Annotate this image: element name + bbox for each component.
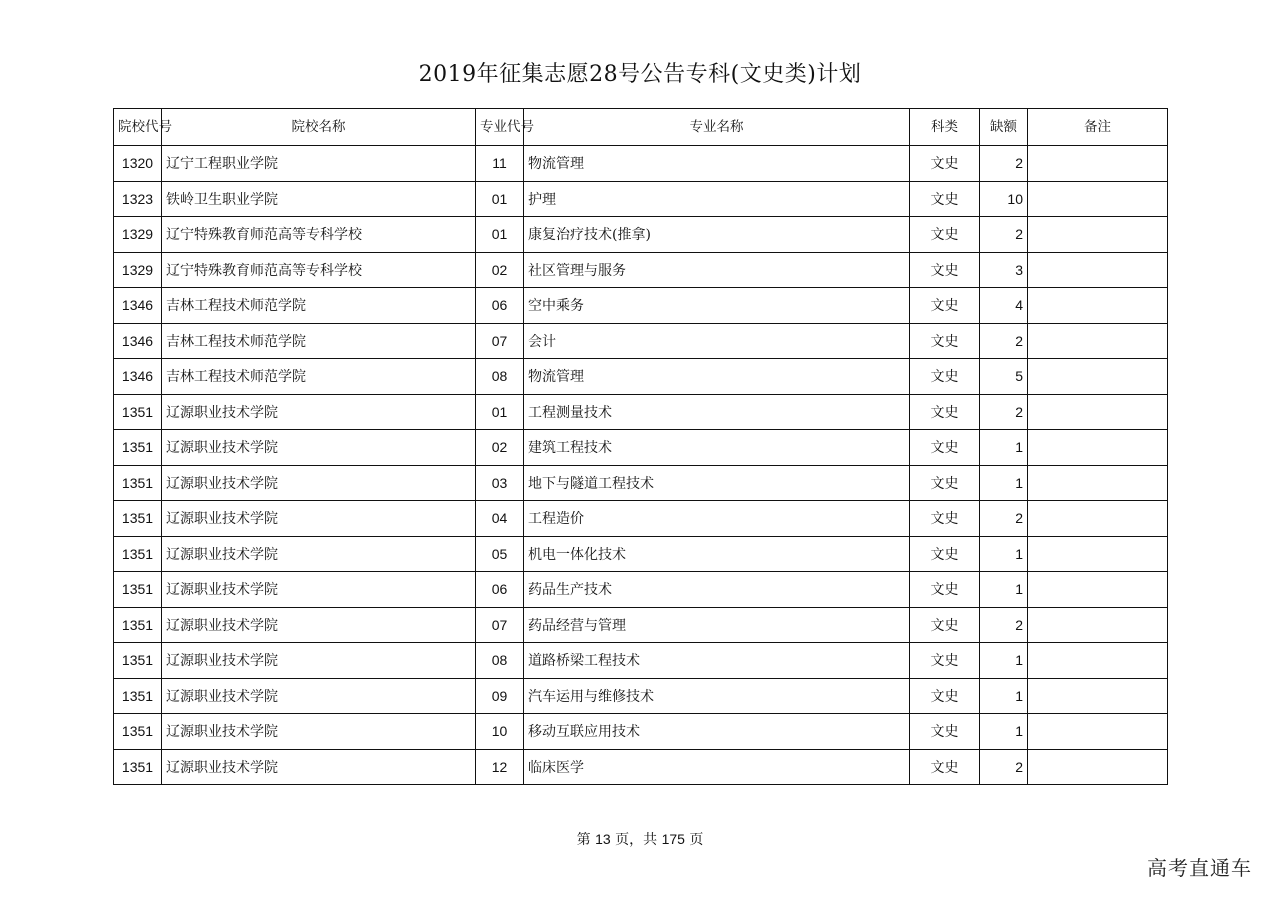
table-row <box>114 643 1168 679</box>
cell-major-name: 建筑工程技术 <box>524 430 910 466</box>
cell-major-code: 02 <box>476 430 524 466</box>
cell-remark <box>1028 359 1168 395</box>
cell-remark <box>1028 146 1168 182</box>
cell-vacancy: 1 <box>980 572 1028 608</box>
cell-category: 文史 <box>910 643 980 679</box>
cell-remark <box>1028 643 1168 679</box>
footer-total-pages: 175 <box>661 831 685 847</box>
cell-school-code: 1329 <box>114 252 162 288</box>
table-body <box>114 146 1168 785</box>
header-major-code: 专业代号 <box>476 109 524 146</box>
cell-major-code: 11 <box>476 146 524 182</box>
cell-remark <box>1028 252 1168 288</box>
table-row <box>114 430 1168 466</box>
cell-school-code: 1346 <box>114 288 162 324</box>
cell-major-code: 08 <box>476 359 524 395</box>
cell-category: 文史 <box>910 146 980 182</box>
cell-major-code: 09 <box>476 678 524 714</box>
cell-major-code: 07 <box>476 323 524 359</box>
cell-school-name: 辽源职业技术学院 <box>162 572 476 608</box>
cell-major-code: 07 <box>476 607 524 643</box>
page-footer <box>0 829 1280 849</box>
cell-remark <box>1028 288 1168 324</box>
cell-major-name: 护理 <box>524 181 910 217</box>
cell-major-code: 08 <box>476 643 524 679</box>
cell-school-name: 辽宁特殊教育师范高等专科学校 <box>162 217 476 253</box>
cell-school-name: 辽源职业技术学院 <box>162 714 476 750</box>
table-header-row <box>114 109 1168 146</box>
cell-school-name: 辽源职业技术学院 <box>162 394 476 430</box>
header-category: 科类 <box>910 109 980 146</box>
cell-major-code: 03 <box>476 465 524 501</box>
table-row <box>114 572 1168 608</box>
cell-vacancy: 1 <box>980 536 1028 572</box>
cell-school-name: 辽源职业技术学院 <box>162 536 476 572</box>
cell-vacancy: 2 <box>980 394 1028 430</box>
table-row <box>114 217 1168 253</box>
cell-category: 文史 <box>910 607 980 643</box>
cell-major-code: 06 <box>476 572 524 608</box>
cell-remark <box>1028 394 1168 430</box>
header-vacancy: 缺额 <box>980 109 1028 146</box>
cell-vacancy: 2 <box>980 217 1028 253</box>
header-remark: 备注 <box>1028 109 1168 146</box>
cell-category: 文史 <box>910 394 980 430</box>
cell-major-code: 01 <box>476 394 524 430</box>
cell-school-code: 1351 <box>114 714 162 750</box>
cell-major-name: 药品生产技术 <box>524 572 910 608</box>
cell-school-name: 辽宁特殊教育师范高等专科学校 <box>162 252 476 288</box>
watermark-text: 高考直通车 <box>1147 856 1252 880</box>
cell-major-name: 汽车运用与维修技术 <box>524 678 910 714</box>
cell-category: 文史 <box>910 749 980 785</box>
cell-category: 文史 <box>910 536 980 572</box>
cell-school-name: 吉林工程技术师范学院 <box>162 359 476 395</box>
cell-major-code: 05 <box>476 536 524 572</box>
cell-major-code: 10 <box>476 714 524 750</box>
cell-category: 文史 <box>910 430 980 466</box>
cell-remark <box>1028 536 1168 572</box>
cell-school-code: 1351 <box>114 678 162 714</box>
footer-page-number: 13 <box>595 831 611 847</box>
cell-major-name: 物流管理 <box>524 359 910 395</box>
cell-school-code: 1351 <box>114 536 162 572</box>
cell-major-code: 01 <box>476 217 524 253</box>
cell-school-code: 1351 <box>114 572 162 608</box>
cell-school-code: 1351 <box>114 607 162 643</box>
table-row <box>114 536 1168 572</box>
footer-middle: 页，共 <box>615 832 658 848</box>
cell-major-name: 地下与隧道工程技术 <box>524 465 910 501</box>
cell-category: 文史 <box>910 501 980 537</box>
cell-vacancy: 1 <box>980 430 1028 466</box>
header-school-code: 院校代号 <box>114 109 162 146</box>
header-school-name: 院校名称 <box>162 109 476 146</box>
cell-vacancy: 2 <box>980 607 1028 643</box>
cell-vacancy: 1 <box>980 465 1028 501</box>
cell-major-name: 道路桥梁工程技术 <box>524 643 910 679</box>
cell-school-code: 1351 <box>114 501 162 537</box>
cell-remark <box>1028 430 1168 466</box>
cell-school-name: 吉林工程技术师范学院 <box>162 323 476 359</box>
cell-vacancy: 2 <box>980 146 1028 182</box>
cell-major-code: 12 <box>476 749 524 785</box>
cell-remark <box>1028 714 1168 750</box>
cell-category: 文史 <box>910 323 980 359</box>
cell-school-name: 铁岭卫生职业学院 <box>162 181 476 217</box>
cell-major-name: 移动互联应用技术 <box>524 714 910 750</box>
cell-remark <box>1028 323 1168 359</box>
cell-category: 文史 <box>910 714 980 750</box>
cell-remark <box>1028 465 1168 501</box>
cell-remark <box>1028 749 1168 785</box>
table-row <box>114 288 1168 324</box>
table-row <box>114 359 1168 395</box>
cell-school-code: 1323 <box>114 181 162 217</box>
cell-major-name: 空中乘务 <box>524 288 910 324</box>
cell-major-name: 机电一体化技术 <box>524 536 910 572</box>
table-row <box>114 607 1168 643</box>
cell-remark <box>1028 501 1168 537</box>
cell-major-code: 01 <box>476 181 524 217</box>
cell-vacancy: 1 <box>980 678 1028 714</box>
header-major-name: 专业名称 <box>524 109 910 146</box>
table-row <box>114 714 1168 750</box>
cell-school-code: 1346 <box>114 359 162 395</box>
table-row <box>114 678 1168 714</box>
cell-vacancy: 5 <box>980 359 1028 395</box>
cell-major-name: 工程测量技术 <box>524 394 910 430</box>
cell-school-name: 辽源职业技术学院 <box>162 643 476 679</box>
cell-school-code: 1351 <box>114 465 162 501</box>
cell-category: 文史 <box>910 181 980 217</box>
cell-school-code: 1329 <box>114 217 162 253</box>
cell-remark <box>1028 572 1168 608</box>
cell-vacancy: 1 <box>980 714 1028 750</box>
table-row <box>114 465 1168 501</box>
cell-category: 文史 <box>910 217 980 253</box>
cell-category: 文史 <box>910 252 980 288</box>
cell-school-name: 辽宁工程职业学院 <box>162 146 476 182</box>
cell-school-code: 1351 <box>114 430 162 466</box>
cell-school-code: 1320 <box>114 146 162 182</box>
cell-major-name: 社区管理与服务 <box>524 252 910 288</box>
footer-suffix: 页 <box>689 832 704 848</box>
cell-school-name: 辽源职业技术学院 <box>162 607 476 643</box>
cell-major-name: 会计 <box>524 323 910 359</box>
cell-school-name: 吉林工程技术师范学院 <box>162 288 476 324</box>
cell-major-name: 康复治疗技术(推拿) <box>524 217 910 253</box>
cell-school-name: 辽源职业技术学院 <box>162 430 476 466</box>
cell-major-name: 临床医学 <box>524 749 910 785</box>
cell-remark <box>1028 217 1168 253</box>
cell-vacancy: 2 <box>980 749 1028 785</box>
cell-major-name: 物流管理 <box>524 146 910 182</box>
cell-vacancy: 1 <box>980 643 1028 679</box>
cell-major-name: 工程造价 <box>524 501 910 537</box>
cell-school-code: 1351 <box>114 749 162 785</box>
page-title: 2019年征集志愿28号公告专科(文史类)计划 <box>418 62 862 87</box>
table-row <box>114 323 1168 359</box>
cell-vacancy: 2 <box>980 323 1028 359</box>
table-row <box>114 252 1168 288</box>
cell-school-name: 辽源职业技术学院 <box>162 465 476 501</box>
cell-vacancy: 2 <box>980 501 1028 537</box>
cell-major-code: 06 <box>476 288 524 324</box>
plan-table <box>113 108 1168 785</box>
cell-vacancy: 4 <box>980 288 1028 324</box>
cell-major-code: 04 <box>476 501 524 537</box>
cell-school-code: 1351 <box>114 643 162 679</box>
cell-school-name: 辽源职业技术学院 <box>162 749 476 785</box>
table-row <box>114 501 1168 537</box>
cell-vacancy: 3 <box>980 252 1028 288</box>
cell-vacancy: 10 <box>980 181 1028 217</box>
table-row <box>114 181 1168 217</box>
table-row <box>114 749 1168 785</box>
cell-category: 文史 <box>910 465 980 501</box>
cell-remark <box>1028 181 1168 217</box>
cell-category: 文史 <box>910 678 980 714</box>
cell-remark <box>1028 678 1168 714</box>
cell-school-code: 1351 <box>114 394 162 430</box>
table-row <box>114 146 1168 182</box>
table-row <box>114 394 1168 430</box>
cell-category: 文史 <box>910 288 980 324</box>
cell-school-name: 辽源职业技术学院 <box>162 678 476 714</box>
cell-school-code: 1346 <box>114 323 162 359</box>
cell-category: 文史 <box>910 572 980 608</box>
cell-category: 文史 <box>910 359 980 395</box>
cell-school-name: 辽源职业技术学院 <box>162 501 476 537</box>
footer-prefix: 第 <box>576 832 591 848</box>
cell-major-code: 02 <box>476 252 524 288</box>
cell-remark <box>1028 607 1168 643</box>
cell-major-name: 药品经营与管理 <box>524 607 910 643</box>
